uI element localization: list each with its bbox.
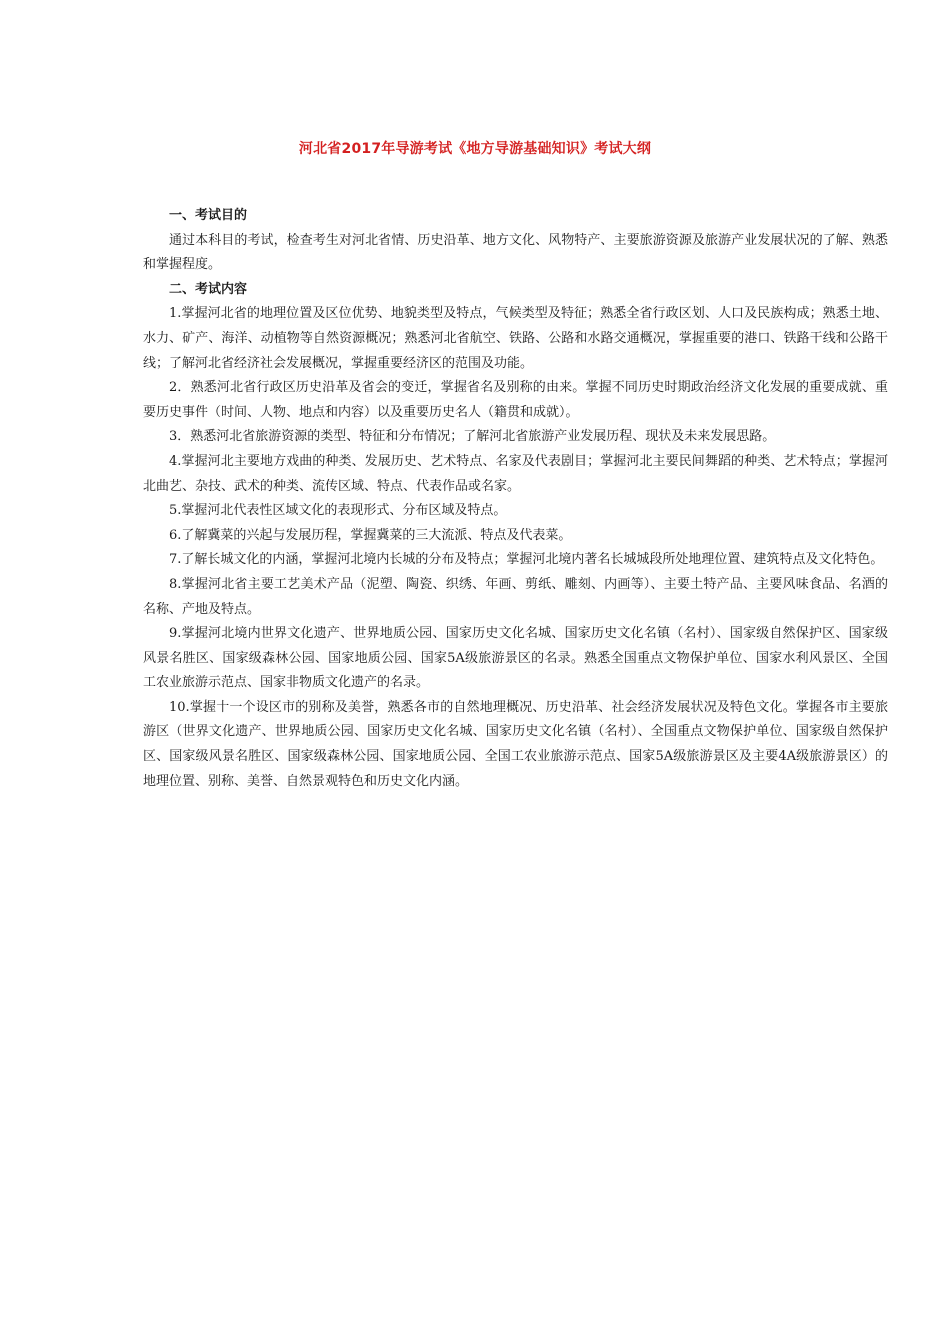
paragraph: 7.了解长城文化的内涵，掌握河北境内长城的分布及特点；掌握河北境内著名长城城段所处地理位置、建筑特点及文化特色。 [169, 552, 884, 568]
section-exam-content [143, 278, 888, 794]
paragraph: 3．熟悉河北省旅游资源的类型、特征和分布情况；了解河北省旅游产业发展历程、现状及未来发展思路。 [169, 429, 776, 445]
paragraph: 1.掌握河北省的地理位置及区位优势、地貌类型及特点，气候类型及特征；熟悉全省行政区划、人口及民族构成；熟悉土地、水力、矿产、海洋、动植物等自然资源概况；熟悉河北省航空、铁路、公路和水路交通概况，掌握重要的港口、铁路干线和公路干线；了解河北省经济社会发展概况，掌握重要经济区的范围及功能。 [143, 306, 888, 371]
paragraph: 通过本科目的考试，检查考生对河北省情、历史沿革、地方文化、风物特产、主要旅游资源及旅游产业发展状况的了解、熟悉和掌握程度。 [143, 232, 888, 273]
paragraph: 9.掌握河北境内世界文化遗产、世界地质公园、国家历史文化名城、国家历史文化名镇（名村）、国家级自然保护区、国家级风景名胜区、国家级森林公园、国家地质公园、国家5A级旅游景区的名录。熟悉全国重点文物保护单位、国家水利风景区、全国工农业旅游示范点、国家非物质文化遗产的名录。 [143, 626, 888, 691]
paragraph: 8.掌握河北省主要工艺美术产品（泥塑、陶瓷、织绣、年画、剪纸、雕刻、内画等）、主要土特产品、主要风味食品、名酒的名称、产地及特点。 [143, 576, 888, 617]
paragraph: 10.掌握十一个设区市的别称及美誉，熟悉各市的自然地理概况、历史沿革、社会经济发展状况及特色文化。掌握各市主要旅游区（世界文化遗产、世界地质公园、国家历史文化名城、国家历史文化名镇（名村）、全国重点文物保护单位、国家级自然保护区、国家级风景名胜区、国家级森林公园、国家地质公园、全国工农业旅游示范点、国家5A级旅游景区及主要4A级旅游景区）的地理位置、别称、美誉、自然景观特色和历史文化内涵。 [143, 699, 888, 789]
section-exam-purpose [143, 204, 888, 278]
section-heading: 一、考试目的 [169, 208, 248, 223]
paragraph: 4.掌握河北主要地方戏曲的种类、发展历史、艺术特点、名家及代表剧目；掌握河北主要民间舞蹈的种类、艺术特点；掌握河北曲艺、杂技、武术的种类、流传区域、特点、代表作品或名家。 [143, 453, 888, 494]
paragraph: 2．熟悉河北省行政区历史沿革及省会的变迁，掌握省名及别称的由来。掌握不同历史时期政治经济文化发展的重要成就、重要历史事件（时间、人物、地点和内容）以及重要历史名人（籍贯和成就）。 [143, 380, 888, 420]
paragraph: 5.掌握河北代表性区域文化的表现形式、分布区域及特点。 [169, 503, 507, 519]
document-body [143, 204, 888, 794]
document-title: 河北省2017年导游考试《地方导游基础知识》考试大纲 [298, 141, 652, 157]
section-heading: 二、考试内容 [169, 281, 248, 297]
paragraph: 6.了解冀菜的兴起与发展历程，掌握冀菜的三大流派、特点及代表菜。 [169, 527, 572, 543]
